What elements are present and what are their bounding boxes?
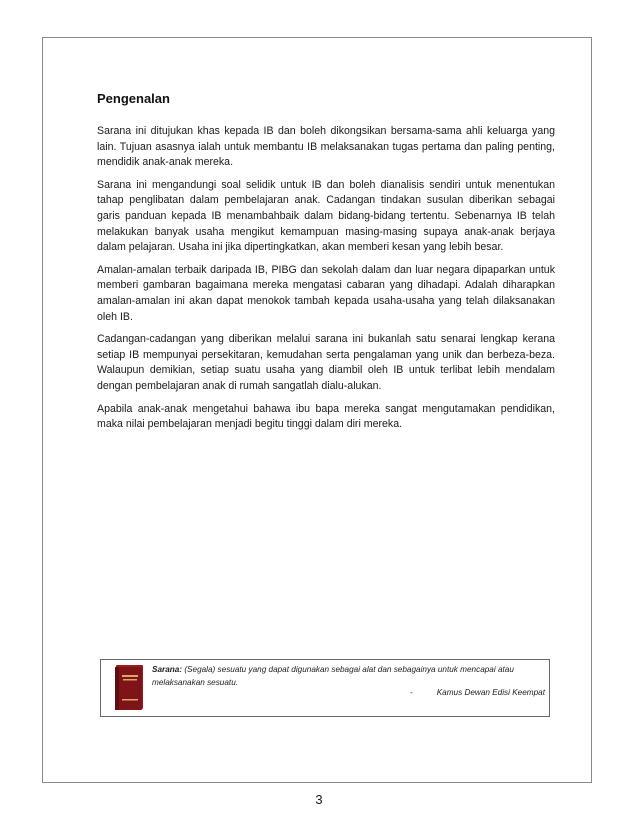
paragraph-1: Sarana ini ditujukan khas kepada IB dan boleh dikongsikan bersama-sama ahli keluarga yang lain. Tujuan asasnya ialah untuk membantu IB melaksanakan tugas pertama dan paling penting, mendidik anak-anak mereka. [97,125,555,169]
page-number: 3 [315,792,323,807]
main-content [97,91,555,440]
paragraph-2: Sarana ini mengandungi soal selidik untuk IB dan boleh dianalisis sendiri untuk menentukan tahap penglibatan dalam pembelajaran anak. Cadangan tindakan susulan diberikan sebagai garis panduan kepada IB menambahbaik dalam bidang-bidang tertentu. Sebenarnya IB telah melakukan banyak usaha mengikut kemampuan masing-masing supaya anak-anak berjaya dalam pelajaran. Usaha ini jika dipertingkatkan, akan memberi kesan yang lebih besar. [97,178,555,254]
section-heading: Pengenalan [97,91,170,106]
paragraph-4: Cadangan-cadangan yang diberikan melalui sarana ini bukanlah satu senarai lengkap kerana setiap IB mempunyai persekitaran, kemudahan serta pengalaman yang unik dan berbeza-beza. Walaupun demikian, setiap suatu usaha yang diambil oleh IB untuk terlibat lebih mendalam dengan pembelajaran anak di rumah sangatlah dialu-alukan. [97,333,555,392]
paragraph-3: Amalan-amalan terbaik daripada IB, PIBG dan sekolah dalam dan luar negara dipaparkan untuk memberi gambaran bagaimana mereka mengatasi cabaran yang dihadapi. Adalah diharapkan amalan-amalan ini akan dapat menokok tambah kepada usaha-usaha yang telah dilaksanakan oleh IB. [97,263,555,323]
definition-body: (Segala) sesuatu yang dapat digunakan sebagai alat dan sebagainya untuk mencapai atau melaksanakan sesuatu. [152,665,514,687]
dictionary-book-icon [113,664,145,711]
definition-source [410,688,545,697]
source-dash: - [409,688,413,697]
definition-text [152,664,545,689]
paragraph-5: Apabila anak-anak mengetahui bahawa ibu bapa mereka sangat mengutamakan pendidikan, maka nilai pembelajaran menjadi begitu tinggi dalam diri mereka. [97,402,555,431]
source-title: Kamus Dewan Edisi Keempat [436,688,545,697]
definition-term: Sarana: [152,665,183,674]
